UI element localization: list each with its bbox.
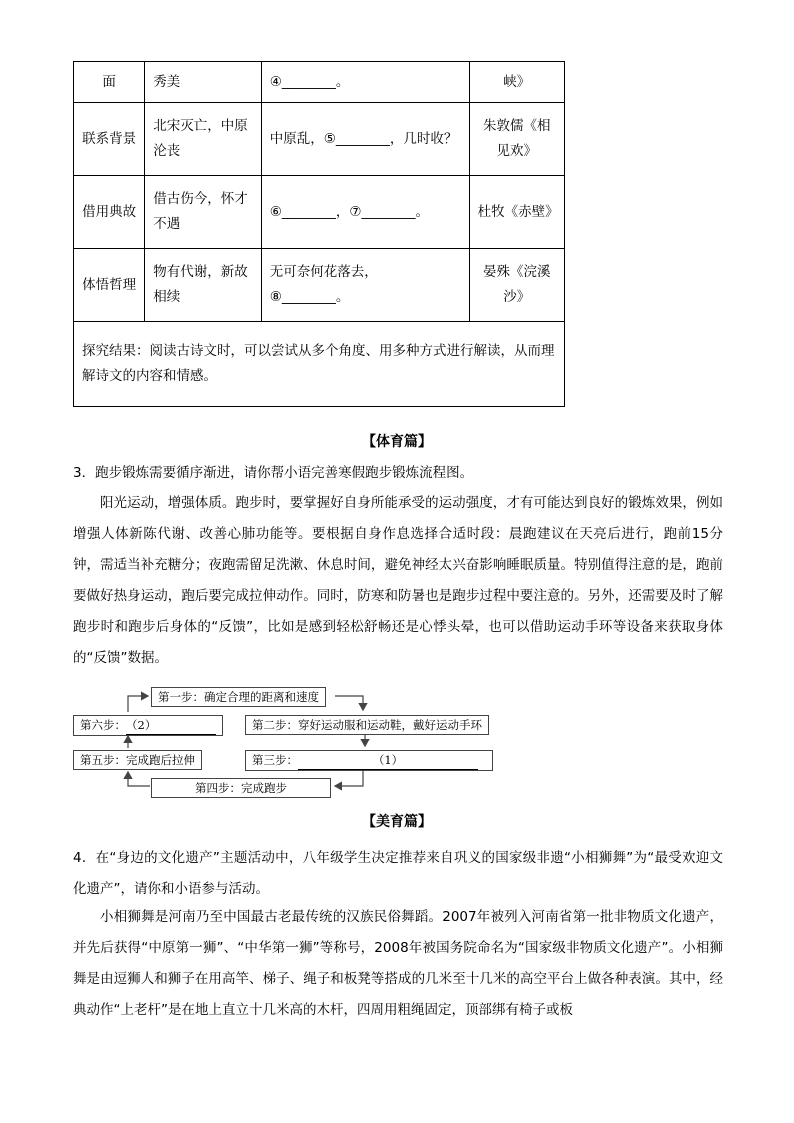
arts-paragraph: 小相狮舞是河南乃至中国最古老最传统的汉族民俗舞蹈。2007年被列入河南省第一批非物质文化遗产，并先后获得“中原第一狮”、“中华第一狮”等称号，2008年被国务院命名为“国家级非物质文化遗产”。小相狮舞是由逗狮人和狮子在用高竿、梯子、绳子和板凳等搭成的几米至十几米的高空平台上做各种表演。其中，经典动作“上老杆”是在地上直立十几米高的木杆，四周用粗绳固定，顶部绑有椅子或板 [73,909,723,1018]
conclusion-cell: 探究结果：阅读古诗文时，可以尝试从多个角度、用多种方式进行解读，从而理解诗文的内容和情感。 [74,322,565,407]
table-cell: 物有代谢，新故相续 [145,249,261,322]
table-cell: 峡》 [469,62,564,103]
table-cell: 秀美 [145,62,261,103]
table-cell: 北宋灭亡，中原沦丧 [145,103,261,176]
table-cell: 借古伤今，怀才不遇 [145,176,261,249]
table-cell: 朱敦儒《相见欢》 [469,103,564,176]
table-row [74,322,565,407]
table-row [74,176,565,249]
arrow-step6-to-step1 [128,696,148,712]
table-row [74,249,565,322]
table-cell [261,249,469,322]
running-flowchart [73,684,503,802]
flow-step-6 [73,715,223,736]
table-cell: 面 [74,62,145,103]
question-3: 3．跑步锻炼需要循序渐进，请你帮小语完善寒假跑步锻炼流程图。 [73,465,474,481]
step6-blank: （2） [126,716,216,735]
flow-step-5: 第五步：完成跑后拉伸 [73,750,202,770]
table-cell: 杜牧《赤壁》 [469,176,564,249]
table-row [74,62,565,103]
table-cell: 体悟哲理 [74,249,145,322]
cell-line: ⑧________。 [269,289,350,305]
sports-paragraph: 阳光运动，增强体质。跑步时，要掌握好自身所能承受的运动强度，才有可能达到良好的锻炼效果，例如增强人体新陈代谢、改善心肺功能等。要根据自身作息选择合适时段：晨跑建议在天亮后进行，跑前15分钟，需适当补充糖分；夜跑需留足洗漱、休息时间，避免神经太兴奋影响睡眠质量。特别值得注意的是，跑前要做好热身运动，跑后要完成拉伸动作。同时，防寒和防暑也是跑步过程中要注意的。另外，还需要及时了解跑步时和跑步后身体的“反馈”，比如是感到轻松舒畅还是心悸头晕，也可以借助运动手环等设备来获取身体的“反馈”数据。 [73,495,723,666]
flow-step-1: 第一步：确定合理的距离和速度 [151,687,326,707]
table-cell: ④________。 [261,62,469,103]
step3-label: 第三步： [252,753,298,767]
step6-label: 第六步： [80,718,126,732]
table-cell: ⑥________，⑦________。 [261,176,469,249]
table-row [74,103,565,176]
arrow-step3-to-step4 [335,770,363,786]
step3-blank: （1） [298,751,478,770]
sports-section-title: 【体育篇】 [362,434,432,450]
table-cell: 联系背景 [74,103,145,176]
cell-line: 无可奈何花落去， [269,264,378,280]
flow-step-2: 第二步：穿好运动服和运动鞋，戴好运动手环 [245,715,489,735]
table-cell: 中原乱，⑤________，几时收？ [261,103,469,176]
arrow-step1-to-step2 [335,696,363,710]
arrow-step1-to-step2 [363,690,375,698]
table-cell: 晏殊《浣溪沙》 [469,249,564,322]
flow-step-4: 第四步：完成跑步 [151,778,331,798]
poetry-comparison-table [73,61,565,407]
flow-step-3 [245,750,493,771]
arts-section-title: 【美育篇】 [362,814,432,830]
table-cell: 借用典故 [74,176,145,249]
question-4: 4．在“身边的文化遗产”主题活动中，八年级学生决定推荐来自巩义的国家级非遗“小相狮舞”为“最受欢迎文化遗产”，请你和小语参与活动。 [73,850,723,897]
arrow-step4-to-step5 [128,772,150,786]
